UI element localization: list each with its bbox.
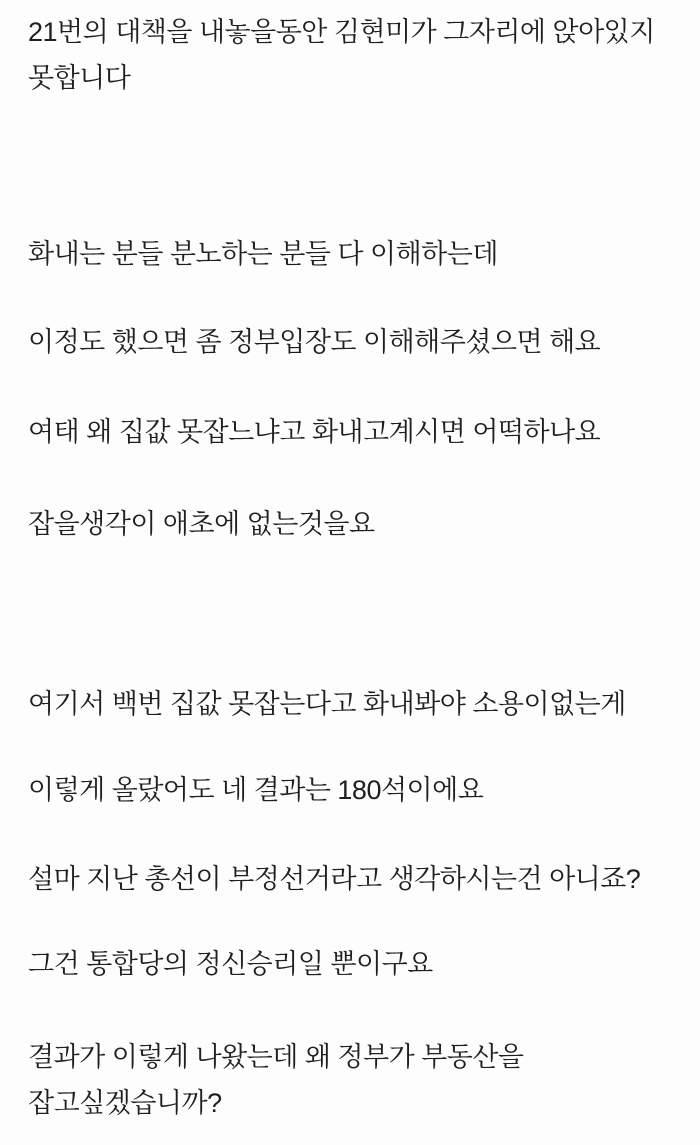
text-paragraph: 잡을생각이 애초에 없는것을요: [28, 509, 375, 539]
text-paragraph: 이정도 했으면 좀 정부입장도 이해해주셨으면 해요: [28, 327, 601, 357]
text-paragraph: 화내는 분들 분노하는 분들 다 이해하는데: [28, 239, 498, 269]
text-paragraph: 설마 지난 총선이 부정선거라고 생각하시는건 아니죠?: [28, 864, 641, 894]
text-paragraph: 결과가 이렇게 나왔는데 왜 정부가 부동산을 잡고싶겠습니까?: [28, 1042, 524, 1118]
text-paragraph: 여태 왜 집값 못잡느냐고 화내고계시면 어떡하나요: [28, 417, 601, 447]
text-paragraph: 그건 통합당의 정신승리일 뿐이구요: [28, 949, 433, 979]
text-paragraph: 이렇게 올랐어도 네 결과는 180석이에요: [28, 775, 484, 805]
text-paragraph: 21번의 대책을 내놓을동안 김현미가 그자리에 앉아있지 못합니다: [28, 17, 655, 93]
text-paragraph: 여기서 백번 집값 못잡는다고 화내봐야 소용이없는게: [28, 689, 626, 719]
